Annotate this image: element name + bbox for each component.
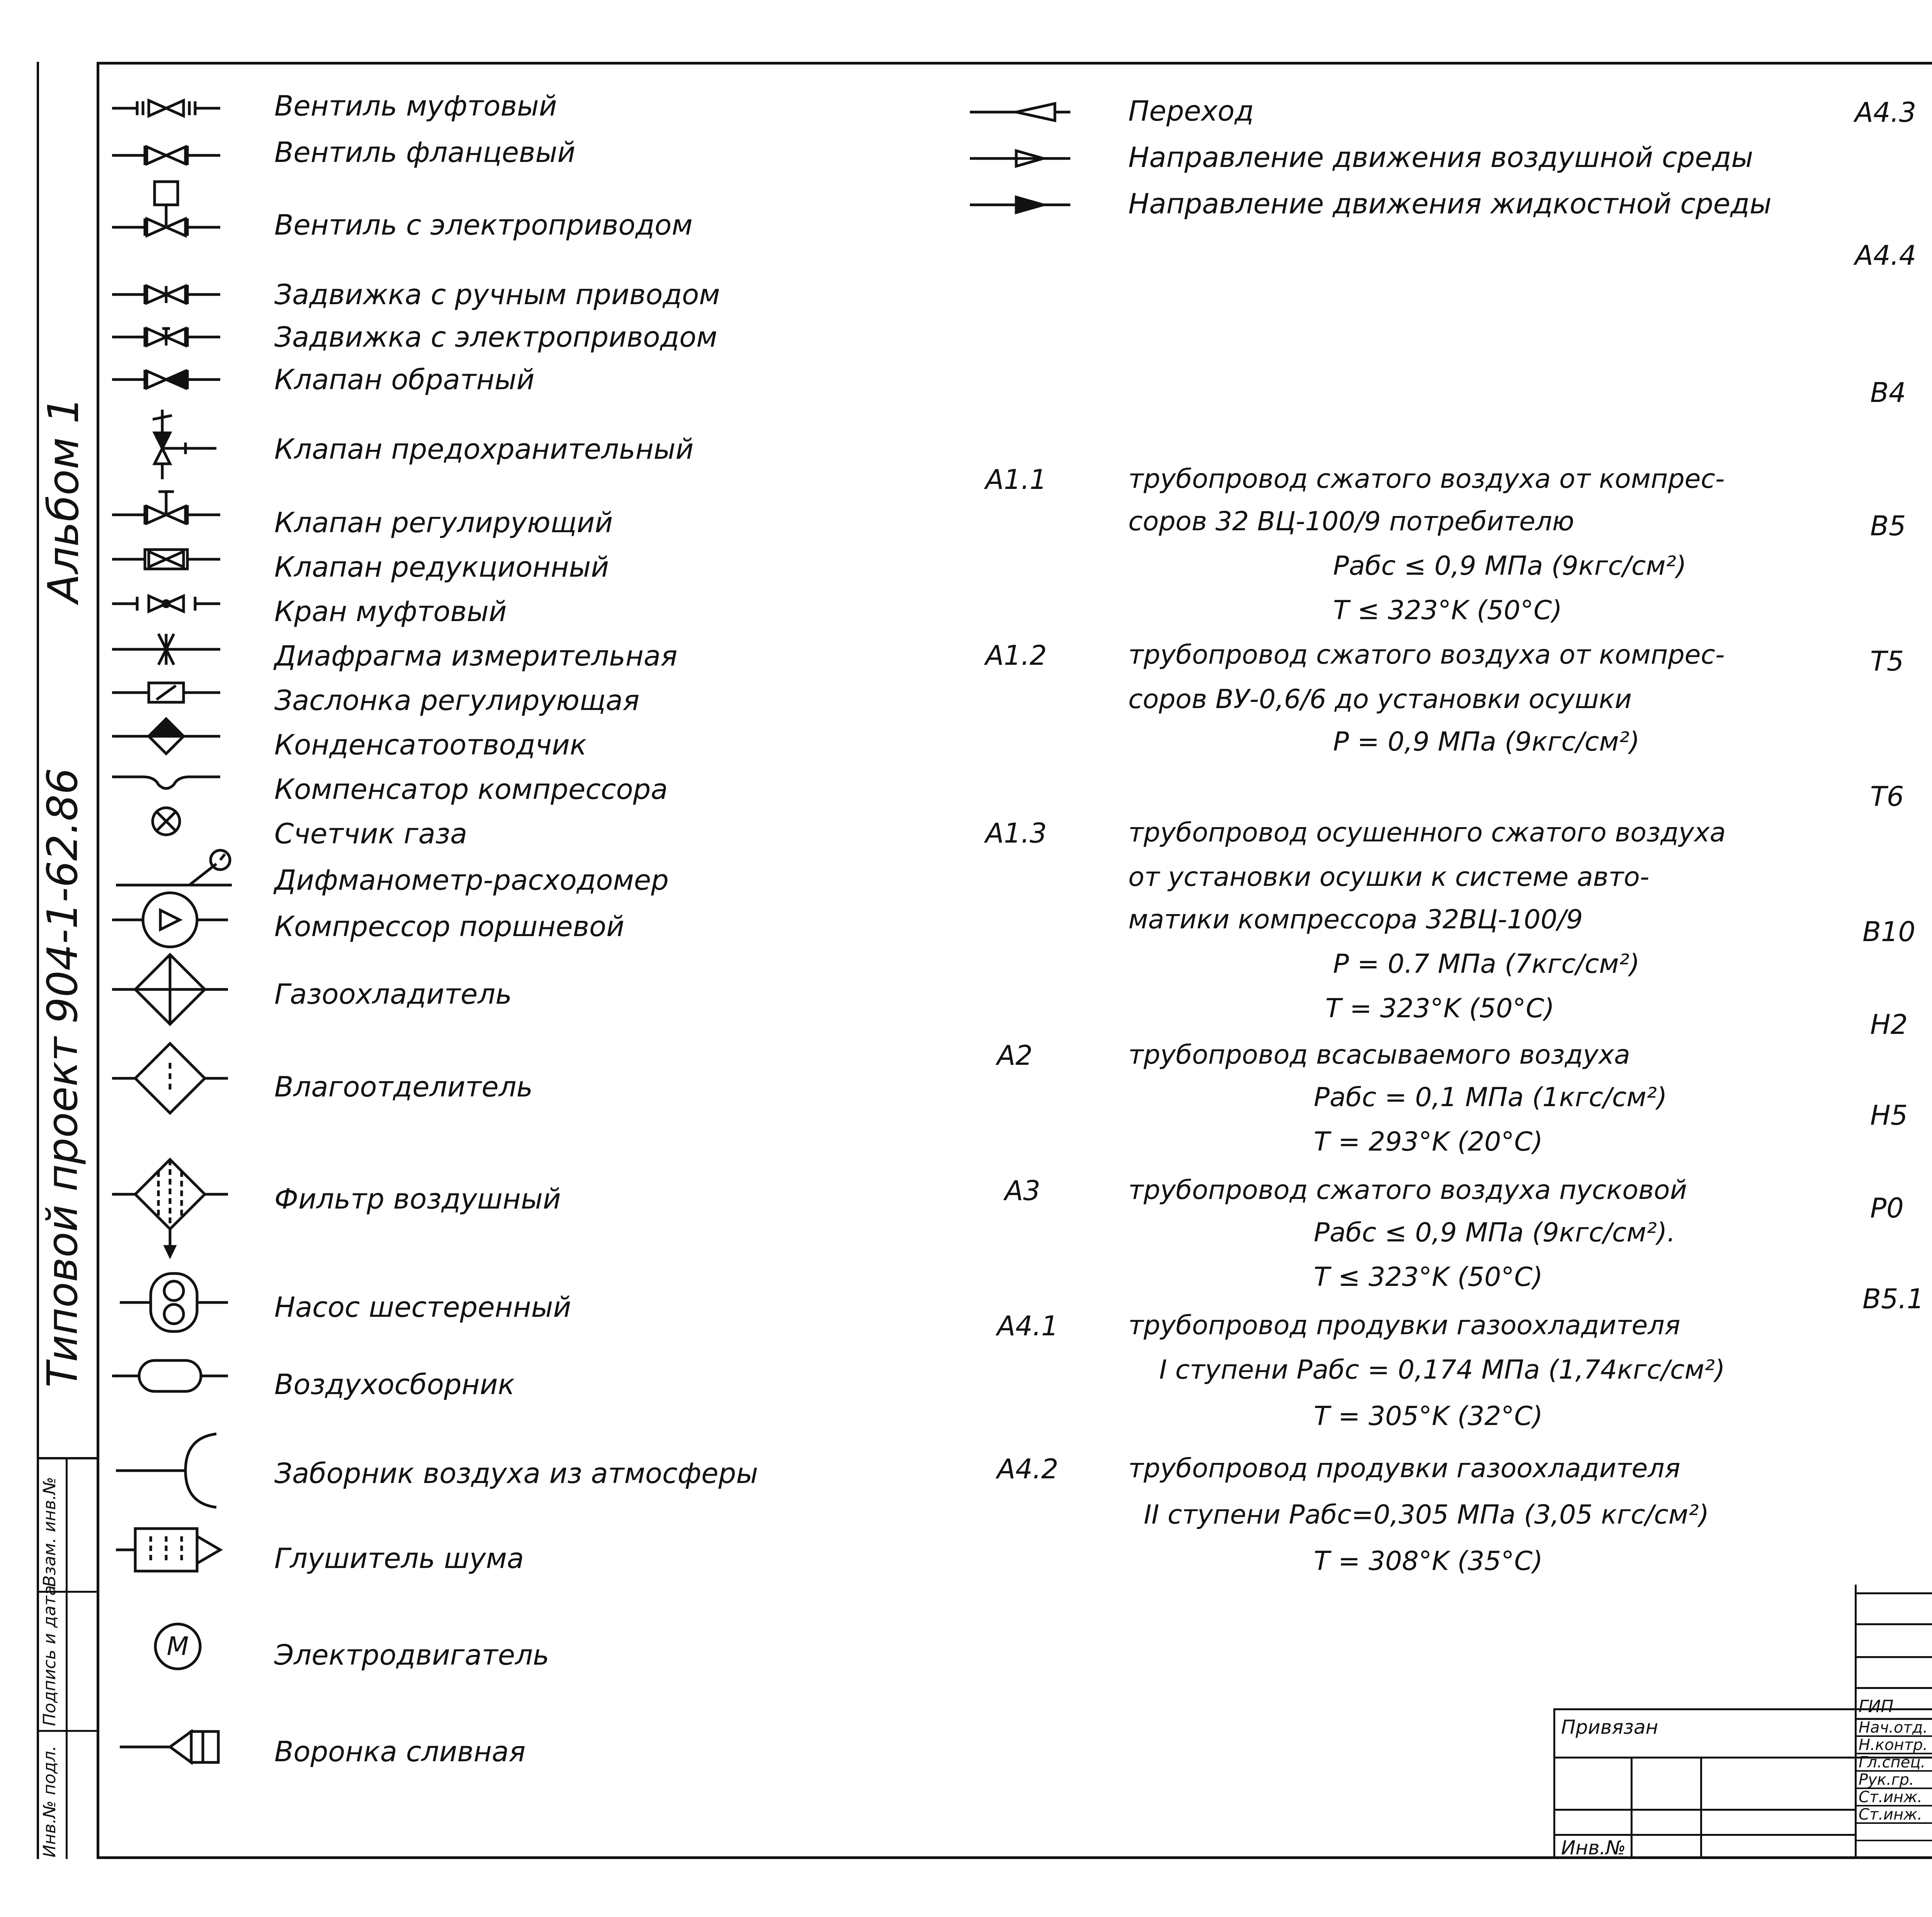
legend-label: Заборник воздуха из атмосферы [274, 1457, 758, 1490]
air-flow-arrow-icon [966, 147, 1074, 170]
legend-label: Фильтр воздушный [274, 1183, 561, 1215]
flowmeter-icon [112, 831, 236, 893]
cock-icon [108, 588, 224, 619]
pipeline-line: T = 308°K (35°C) [1314, 1546, 1543, 1577]
legend-label: Вентиль муфтовый [274, 90, 557, 122]
pipeline-code: A4.3 [1855, 97, 1917, 128]
pipeline-code: A1.2 [985, 640, 1047, 671]
role: Ст.инж. [1859, 1806, 1922, 1823]
pipeline-line: трубопровод продувки газоохладителя [1128, 1310, 1680, 1341]
album-label: Альбом 1 [39, 397, 88, 603]
damper-icon [108, 677, 224, 708]
reducing-valve-icon [108, 544, 224, 575]
pipeline-code: H2 [1870, 1009, 1908, 1040]
pipeline-line: Pабс ≤ 0,9 МПа (9кгс/см²). [1314, 1217, 1676, 1248]
pipeline-line: от установки осушки к системе авто- [1128, 862, 1650, 892]
valve-electric-icon [108, 178, 224, 243]
pipeline-line: матики компрессора 32ВЦ-100/9 [1128, 904, 1583, 935]
legend-label: Компенсатор компрессора [274, 773, 668, 805]
pipeline-line: трубопровод продувки газоохладителя [1128, 1453, 1680, 1484]
compensator-icon [108, 765, 224, 796]
role: ГИП [1859, 1697, 1894, 1716]
pipeline-line: II ступени Pабс=0,305 МПа (3,05 кгс/см²) [1144, 1500, 1709, 1530]
legend-label: Вентиль фланцевый [274, 136, 575, 169]
silencer-icon [112, 1519, 236, 1581]
gas-cooler-icon [108, 951, 232, 1028]
pipeline-code: A1.1 [985, 464, 1047, 495]
pipeline-code: A4.2 [997, 1453, 1059, 1485]
pipeline-code: P0 [1870, 1192, 1904, 1224]
stamp-replace: Взам. инв.№ [40, 1477, 60, 1587]
pipeline-line: T = 323°K (50°C) [1325, 993, 1554, 1024]
pipeline-code: H5 [1870, 1100, 1908, 1131]
legend-label: Насос шестеренный [274, 1291, 571, 1323]
legend-label: Заслонка регулирующая [274, 684, 639, 717]
legend-label: Глушитель шума [274, 1542, 524, 1575]
liquid-flow-arrow-icon [966, 193, 1074, 216]
pipeline-code: B10 [1862, 916, 1916, 948]
pipeline-line: трубопровод сжатого воздуха от компрес- [1128, 640, 1725, 670]
gate-valve-electric-icon [108, 322, 224, 352]
safety-valve-icon [116, 406, 224, 483]
pipeline-line: трубопровод сжатого воздуха пусковой [1128, 1175, 1687, 1205]
legend-label: Вентиль с электроприводом [274, 209, 693, 241]
legend-label: Влагоотделитель [274, 1071, 533, 1103]
valve-coupled-icon [108, 93, 224, 124]
legend-label: Задвижка с ручным приводом [274, 278, 720, 311]
pipeline-line: трубопровод сжатого воздуха от компрес- [1128, 464, 1725, 494]
pipeline-line: T ≤ 323°K (50°C) [1314, 1262, 1543, 1292]
legend-label: Клапан редукционный [274, 551, 609, 583]
pipeline-code: B5 [1870, 510, 1906, 542]
legend-label: Дифманометр-расходомер [274, 864, 669, 896]
legend-label: Компрессор поршневой [274, 910, 624, 943]
role: Нач.отд. [1859, 1719, 1928, 1737]
pipeline-line: P = 0.7 МПа (7кгс/см²) [1333, 949, 1640, 979]
legend-label: Клапан регулирующий [274, 506, 613, 539]
compressor-icon [108, 889, 232, 951]
legend-label: Задвижка с электроприводом [274, 321, 718, 353]
flow-label: Переход [1128, 95, 1254, 127]
legend-label: Воронка сливная [274, 1735, 526, 1768]
orifice-icon [108, 630, 224, 669]
pipeline-code: T6 [1870, 781, 1904, 812]
privyazan-label: Привязан [1561, 1716, 1658, 1738]
air-filter-icon [108, 1148, 232, 1264]
pipeline-line: соров ВУ-0,6/6 до установки осушки [1128, 684, 1632, 715]
legend-label: Газоохладитель [274, 978, 512, 1010]
pipeline-line: Pабс ≤ 0,9 МПа (9кгс/см²) [1333, 551, 1687, 581]
flow-label: Направление движения жидкостной среды [1128, 187, 1772, 220]
role: Н.контр. [1859, 1736, 1928, 1754]
drain-funnel-icon [116, 1716, 232, 1778]
pipeline-code: A3 [1005, 1175, 1041, 1207]
air-intake-icon [108, 1422, 232, 1515]
project-label: Типовой проект 904-1-62.86 [39, 768, 87, 1388]
role: Рук.гр. [1859, 1771, 1914, 1789]
pipeline-line: P = 0,9 МПа (9кгс/см²) [1333, 727, 1640, 757]
stamp-signature: Подпись и дата [40, 1585, 60, 1726]
inv-label: Инв.№ [1561, 1837, 1626, 1859]
pipeline-line: T = 293°K (20°C) [1314, 1127, 1543, 1157]
steam-trap-icon [108, 717, 224, 756]
pipeline-line: трубопровод всасываемого воздуха [1128, 1040, 1630, 1070]
gear-pump-icon [116, 1264, 232, 1341]
pipeline-code: A1.3 [985, 817, 1047, 849]
legend-label: Диафрагма измерительная [274, 640, 678, 672]
side-stamp [37, 1457, 97, 1859]
svg-text:M: M [167, 1631, 189, 1661]
check-valve-icon [108, 364, 224, 395]
pipeline-line: I ступени Pабс = 0,174 МПа (1,74кгс/см²) [1159, 1355, 1725, 1385]
control-valve-icon [108, 488, 224, 530]
legend-label: Конденсатоотводчик [274, 729, 587, 761]
role: Ст.инж. [1859, 1788, 1922, 1806]
pipeline-line: соров 32 ВЦ-100/9 потребителю [1128, 506, 1575, 537]
stamp-inv: Инв.№ подл. [40, 1745, 60, 1857]
legend-label: Клапан обратный [274, 363, 535, 396]
role: Гл.спец. [1859, 1754, 1926, 1771]
moisture-separator-icon [108, 1036, 232, 1121]
pipeline-code: A4.4 [1855, 240, 1917, 271]
gate-valve-manual-icon [108, 279, 224, 310]
legend-label: Электродвигатель [274, 1639, 549, 1671]
motor-icon [151, 1619, 205, 1674]
legend-label: Клапан предохранительный [274, 433, 694, 465]
valve-flanged-icon [108, 140, 224, 171]
pipeline-code: A2 [997, 1040, 1033, 1071]
legend-label: Кран муфтовый [274, 595, 507, 628]
pipeline-line: трубопровод осушенного сжатого воздуха [1128, 817, 1726, 848]
pipeline-line: T = 305°K (32°C) [1314, 1401, 1543, 1432]
pipeline-code: T5 [1870, 645, 1904, 677]
flow-label: Направление движения воздушной среды [1128, 141, 1753, 174]
pipeline-code: B5.1 [1862, 1283, 1924, 1315]
pipeline-code: B4 [1870, 377, 1906, 409]
pipeline-line: Pабс = 0,1 МПа (1кгс/см²) [1314, 1082, 1667, 1113]
legend-label: Счетчик газа [274, 817, 468, 850]
pipeline-line: T ≤ 323°K (50°C) [1333, 595, 1562, 626]
legend-label: Воздухосборник [274, 1368, 515, 1401]
reducer-icon [966, 100, 1074, 124]
air-receiver-icon [108, 1353, 232, 1399]
pipeline-code: A4.1 [997, 1310, 1059, 1342]
